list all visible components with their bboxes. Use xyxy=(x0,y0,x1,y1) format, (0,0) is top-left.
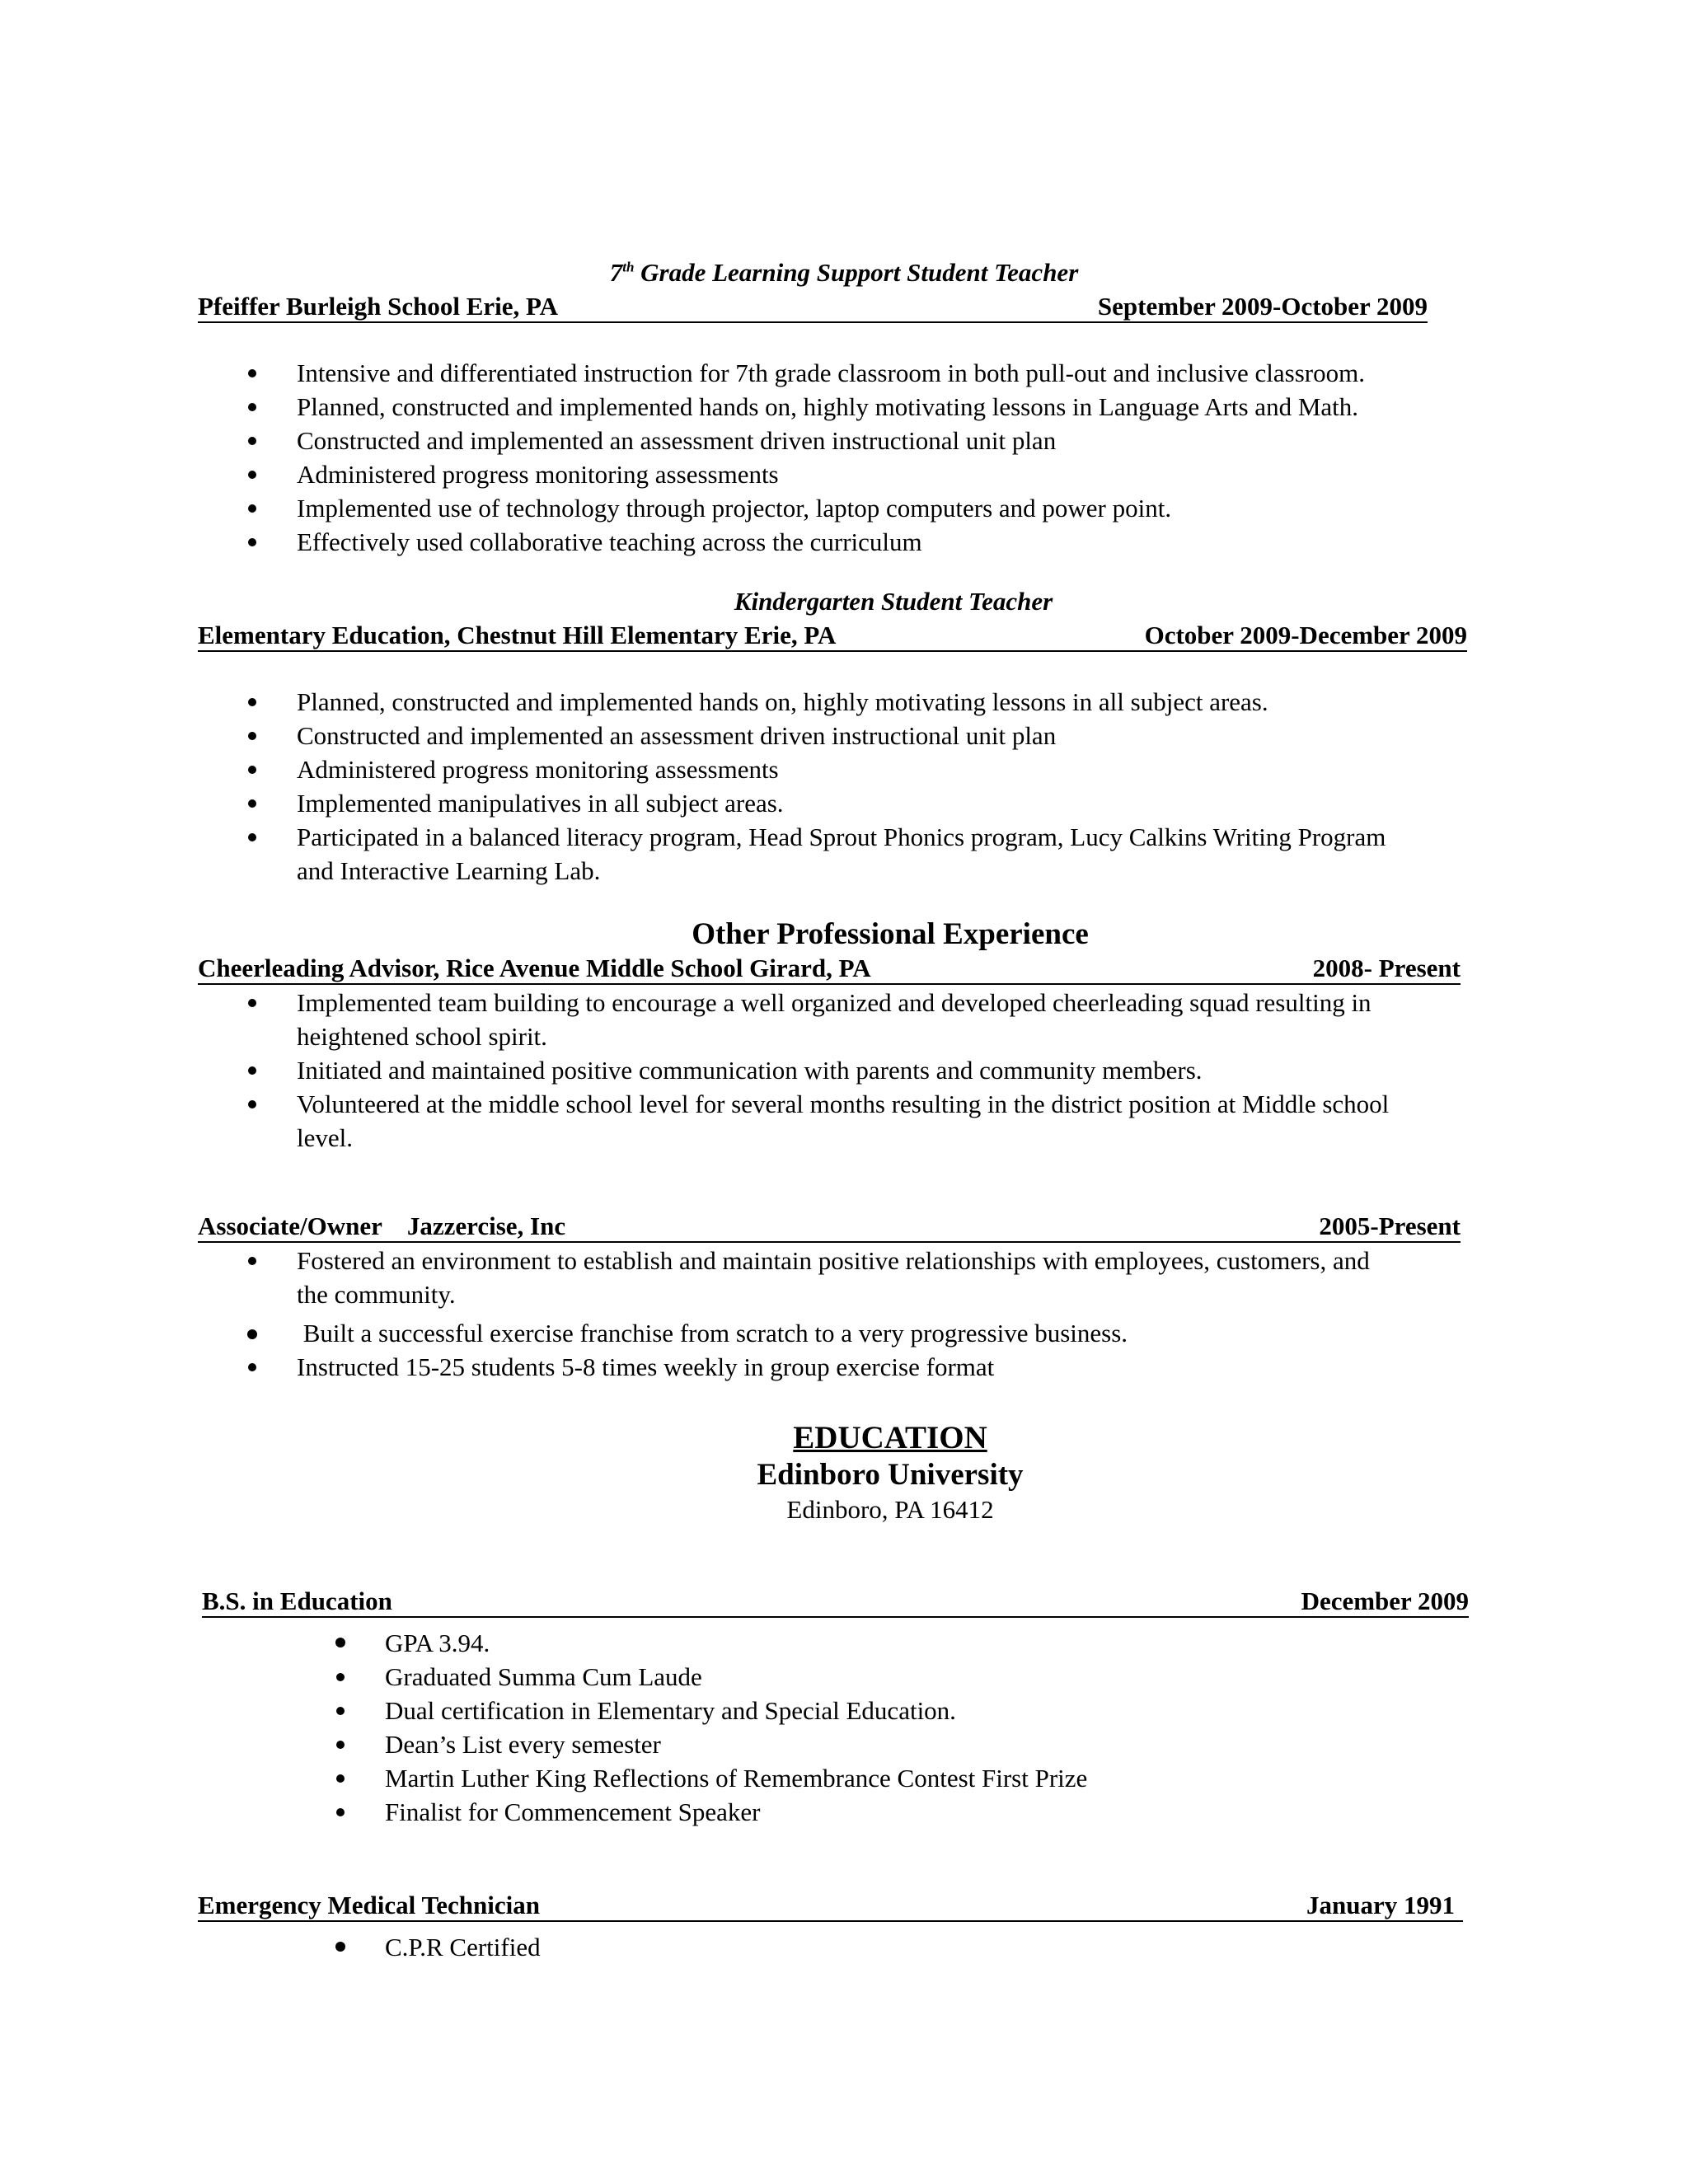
education-heading: EDUCATION xyxy=(793,1420,987,1455)
job2-dates: October 2009-December 2009 xyxy=(1144,621,1467,649)
list-item: Dean’s List every semester xyxy=(335,1727,1087,1761)
list-item: Administered progress monitoring assessments xyxy=(247,752,1386,786)
list-item-continuation: the community. xyxy=(297,1280,456,1309)
emt-bullets xyxy=(335,1930,541,1964)
list-item-continuation: level. xyxy=(297,1123,353,1152)
list-item: Implemented team building to encourage a well organized and developed cheerleading squad resulting in xyxy=(247,986,1389,1019)
list-item: Volunteered at the middle school level for several months resulting in the district position at Middle school xyxy=(247,1087,1389,1121)
job4-role: Associate/Owner xyxy=(198,1212,382,1240)
list-item: Planned, constructed and implemented hands on, highly motivating lessons in Language Arts and Math. xyxy=(247,390,1365,424)
job4-header xyxy=(198,1212,1461,1243)
list-item: Dual certification in Elementary and Special Education. xyxy=(335,1694,1087,1727)
job2-title: Kindergarten Student Teacher xyxy=(734,587,1053,616)
list-item: Finalist for Commencement Speaker xyxy=(335,1795,1087,1829)
list-item: Martin Luther King Reflections of Remembrance Contest First Prize xyxy=(335,1761,1087,1795)
education-bullets xyxy=(335,1626,1087,1829)
list-item-continuation: heightened school spirit. xyxy=(297,1022,547,1051)
job2-bullets xyxy=(247,685,1386,888)
job4-employer: Jazzercise, Inc xyxy=(406,1212,566,1240)
job1-dates: September 2009-October 2009 xyxy=(1097,292,1428,321)
emt-header xyxy=(198,1891,1463,1922)
job2-employer: Elementary Education, Chestnut Hill Elementary Erie, PA xyxy=(198,621,837,649)
list-item: Implemented manipulatives in all subject areas. xyxy=(247,786,1386,820)
list-item: Planned, constructed and implemented hands on, highly motivating lessons in all subject areas. xyxy=(247,685,1386,719)
job1-title: 7th Grade Learning Support Student Teacher xyxy=(609,258,1079,287)
list-item: Built a successful exercise franchise from scratch to a very progressive business. xyxy=(247,1316,1370,1350)
degree-header xyxy=(202,1586,1469,1618)
degree-date: December 2009 xyxy=(1301,1586,1469,1615)
list-item: Intensive and differentiated instruction for 7th grade classroom in both pull-out and inclusive classroom. xyxy=(247,356,1365,390)
job1-employer: Pfeiffer Burleigh School Erie, PA xyxy=(198,292,559,321)
emt-date: January 1991 xyxy=(1306,1891,1455,1919)
list-item: Participated in a balanced literacy program, Head Sprout Phonics program, Lucy Calkins Writing Program xyxy=(247,820,1386,854)
list-item: Constructed and implemented an assessment driven instructional unit plan xyxy=(247,424,1365,457)
job4-bullets xyxy=(247,1244,1370,1384)
list-item: Fostered an environment to establish and maintain positive relationships with employees, customers, and xyxy=(247,1244,1370,1277)
list-item: GPA 3.94. xyxy=(335,1626,1087,1660)
university-name: Edinboro University xyxy=(757,1458,1024,1492)
list-item: Effectively used collaborative teaching across the curriculum xyxy=(247,525,1365,559)
emt-title: Emergency Medical Technician xyxy=(198,1891,541,1919)
list-item: Instructed 15-25 students 5-8 times weekly in group exercise format xyxy=(247,1350,1370,1384)
job3-bullets xyxy=(247,986,1389,1155)
job3-employer: Cheerleading Advisor, Rice Avenue Middle School Girard, PA xyxy=(198,954,871,982)
list-item-continuation: and Interactive Learning Lab. xyxy=(297,856,601,885)
list-item: Implemented use of technology through projector, laptop computers and power point. xyxy=(247,491,1365,525)
list-item: Graduated Summa Cum Laude xyxy=(335,1660,1087,1694)
list-item: C.P.R Certified xyxy=(335,1930,541,1964)
job3-header xyxy=(198,954,1461,985)
list-item: Administered progress monitoring assessments xyxy=(247,457,1365,491)
job1-header xyxy=(198,292,1428,323)
list-item: Constructed and implemented an assessment driven instructional unit plan xyxy=(247,719,1386,752)
degree-name: B.S. in Education xyxy=(202,1586,392,1615)
other-experience-heading: Other Professional Experience xyxy=(692,917,1089,951)
university-address: Edinboro, PA 16412 xyxy=(786,1495,994,1524)
job4-dates: 2005-Present xyxy=(1319,1212,1461,1240)
list-item: Initiated and maintained positive communication with parents and community members. xyxy=(247,1053,1389,1087)
job3-dates: 2008- Present xyxy=(1312,954,1461,982)
job2-header xyxy=(198,621,1467,652)
job1-bullets xyxy=(247,356,1365,559)
